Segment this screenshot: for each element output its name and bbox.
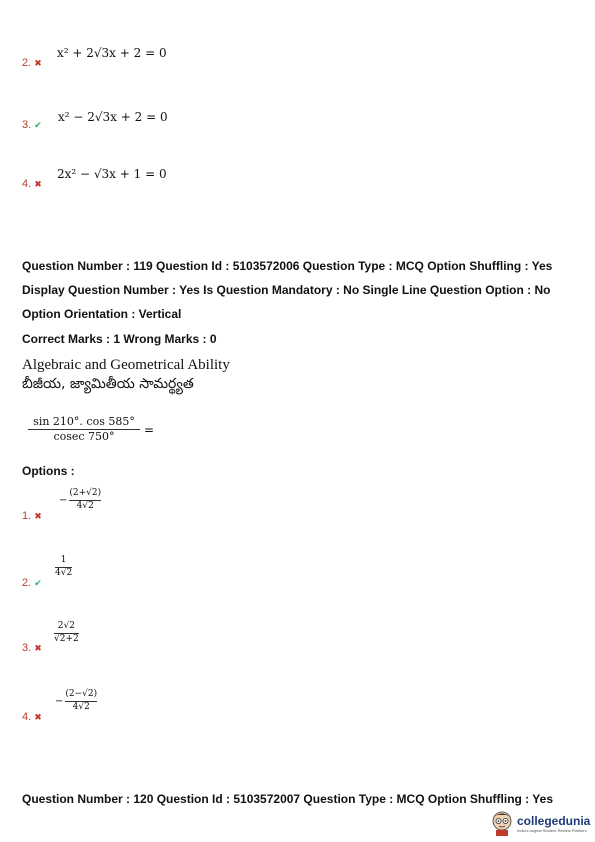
numerator: 2√2	[57, 621, 75, 631]
question-120-meta-line-1: Question Number : 120 Question Id : 5103572007 Question Type : MCQ Option Shuffling : Yes	[22, 792, 553, 806]
wrong-icon: ✖	[34, 511, 42, 521]
logo-tagline: India's largest Student Review Platform	[517, 827, 587, 833]
q119-option-2-number: 2. ✔	[22, 577, 42, 589]
question-meta-line-4: Correct Marks : 1 Wrong Marks : 0	[22, 332, 217, 346]
equals-sign: =	[144, 422, 155, 437]
option-4-equation: 2x² − √3x + 1 = 0	[57, 167, 167, 181]
question-expression	[28, 416, 154, 443]
minus-sign: −	[55, 695, 64, 707]
q119-option-1-value	[59, 489, 101, 512]
q119-option-3-number: 3. ✖	[22, 642, 42, 654]
question-numerator: sin 210°. cos 585°	[33, 415, 135, 428]
q119-option-3-value	[54, 622, 79, 645]
denominator: √2+2	[54, 633, 79, 644]
check-icon: ✔	[34, 578, 42, 588]
question-meta-line-2: Display Question Number : Yes Is Question Mandatory : No Single Line Question Option : No	[22, 283, 551, 297]
collegedunia-logo	[490, 810, 590, 836]
denominator: 4√2	[76, 500, 94, 511]
question-meta-line-1: Question Number : 119 Question Id : 5103572006 Question Type : MCQ Option Shuffling : Yes	[22, 259, 553, 273]
q119-option-2-value	[55, 556, 72, 579]
denominator: 4√2	[72, 701, 90, 712]
numerator: (2+√2)	[69, 488, 102, 498]
options-label: Options :	[22, 464, 75, 478]
minus-sign: −	[59, 494, 68, 506]
denominator: 4√2	[55, 567, 73, 578]
option-2-equation: x² + 2√3x + 2 = 0	[57, 46, 167, 60]
numerator: (2−√2)	[65, 689, 98, 699]
section-title-english: Algebraic and Geometrical Ability	[22, 357, 230, 373]
option-3-number: 3. ✔	[22, 119, 42, 131]
question-denominator: cosec 750°	[53, 430, 115, 444]
check-icon: ✔	[34, 120, 42, 130]
option-4-number: 4. ✖	[22, 178, 42, 190]
mascot-icon	[490, 810, 514, 836]
wrong-icon: ✖	[34, 58, 42, 68]
q119-option-4-value	[55, 690, 97, 713]
option-3-equation: x² − 2√3x + 2 = 0	[58, 110, 168, 124]
wrong-icon: ✖	[34, 643, 42, 653]
option-2-number: 2. ✖	[22, 57, 42, 69]
question-meta-line-3: Option Orientation : Vertical	[22, 307, 182, 321]
section-title-telugu: బీజీయ, జ్యామితీయ సామర్థ్యత	[22, 376, 194, 392]
logo-wordmark: collegedunia	[517, 813, 591, 828]
q119-option-1-number: 1. ✖	[22, 510, 42, 522]
numerator: 1	[60, 555, 67, 565]
wrong-icon: ✖	[34, 712, 42, 722]
wrong-icon: ✖	[34, 179, 42, 189]
q119-option-4-number: 4. ✖	[22, 711, 42, 723]
